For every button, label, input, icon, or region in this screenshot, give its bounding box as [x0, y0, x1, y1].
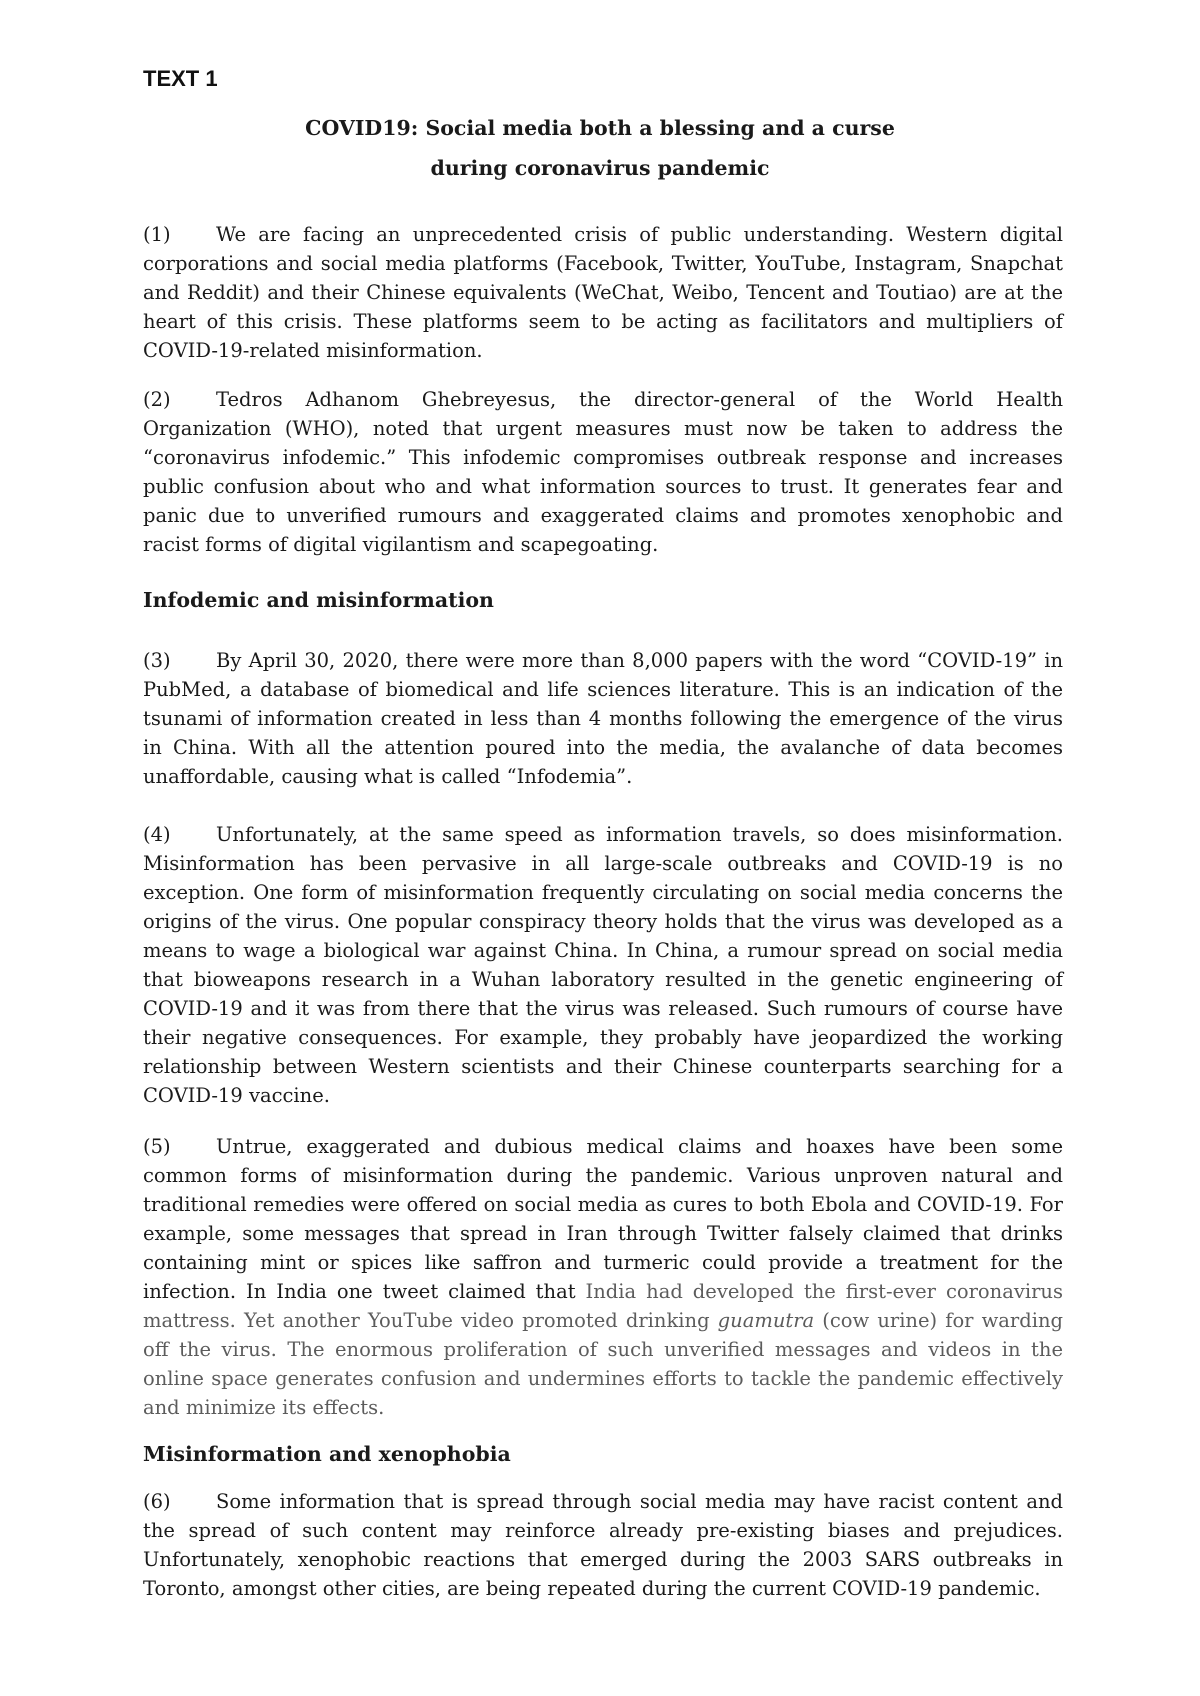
paragraph-number: (5) [143, 1135, 171, 1158]
paragraph-number: (4) [143, 823, 171, 846]
section-heading-xenophobia: Misinformation and xenophobia [143, 1442, 511, 1466]
paragraph-number: (1) [143, 223, 171, 246]
italic-term: guamutra [717, 1309, 815, 1332]
paragraph-1 [143, 220, 1063, 365]
paragraph-number: (2) [143, 388, 171, 411]
title-line-2: during coronavirus pandemic [430, 156, 770, 180]
paragraph-text: Unfortunately, at the same speed as information travels, so does misinformation. Misinformation has been pervasive in all large-scale outbreaks and COVID-19 is no exception. One form of misinformation frequently circulating on social media concerns the origins of the virus. One popular conspiracy theory holds that the virus was developed as a means to wage a biological war against China. In China, a rumour spread on social media that bioweapons research in a Wuhan laboratory resulted in the genetic engineering of COVID-19 and it was from there that the virus was released. Such rumours of course have their negative consequences. For example, they probably have jeopardized the working relationship between Western scientists and their Chinese counterparts searching for a COVID-19 vaccine. [143, 823, 1063, 1107]
paragraph-text-part: (cow urine) for warding off the virus. The enormous proliferation of such unverified messages and videos in the online space generates confusion and undermines efforts to tackle the pandemic effectively and minimize its effects. [143, 1309, 1063, 1419]
paragraph-3 [143, 646, 1063, 791]
paragraph-number: (6) [143, 1490, 171, 1513]
paragraph-4 [143, 820, 1063, 1110]
paragraph-number: (3) [143, 649, 171, 672]
paragraph-2 [143, 385, 1063, 559]
title-line-1: COVID19: Social media both a blessing and a curse [305, 116, 895, 140]
paragraph-text-part: India had developed the first-ever coronavirus mattress. Yet another YouTube video promoted drinking [143, 1280, 1063, 1332]
paragraph-text: Untrue, exaggerated and dubious medical claims and hoaxes have been some common forms of misinformation during the pandemic. Various unproven natural and traditional remedies were offered on social media as cures to both Ebola and COVID-19. For example, some messages that spread in Iran through Twitter falsely claimed that drinks containing mint or spices like saffron and turmeric could provide a treatment for the infection. In India one tweet claimed that [143, 1135, 1063, 1303]
paragraph-text: We are facing an unprecedented crisis of public understanding. Western digital corporations and social media platforms (Facebook, Twitter, YouTube, Instagram, Snapchat and Reddit) and their Chinese equivalents (WeChat, Weibo, Tencent and Toutiao) are at the heart of this crisis. These platforms seem to be acting as facilitators and multipliers of COVID-19-related misinformation. [143, 223, 1063, 362]
text-label: TEXT 1 [143, 66, 218, 91]
paragraph-text: By April 30, 2020, there were more than 8,000 papers with the word “COVID-19” in PubMed, a database of biomedical and life sciences literature. This is an indication of the tsunami of information created in less than 4 months following the emergence of the virus in China. With all the attention poured into the media, the avalanche of data becomes unaffordable, causing what is called “Infodemia”. [143, 649, 1063, 788]
section-heading-infodemic: Infodemic and misinformation [143, 588, 494, 612]
paragraph-text: Tedros Adhanom Ghebreyesus, the director-general of the World Health Organization (WHO), noted that urgent measures must now be taken to address the “coronavirus infodemic.” This infodemic compromises outbreak response and increases public confusion about who and what information sources to trust. It generates fear and panic due to unverified rumours and exaggerated claims and promotes xenophobic and racist forms of digital vigilantism and scapegoating. [143, 388, 1063, 556]
paragraph-5 [143, 1132, 1063, 1422]
paragraph-6 [143, 1487, 1063, 1603]
paragraph-text: Some information that is spread through social media may have racist content and the spread of such content may reinforce already pre-existing biases and prejudices. Unfortunately, xenophobic reactions that emerged during the 2003 SARS outbreaks in Toronto, amongst other cities, are being repeated during the current COVID-19 pandemic. [143, 1490, 1063, 1600]
